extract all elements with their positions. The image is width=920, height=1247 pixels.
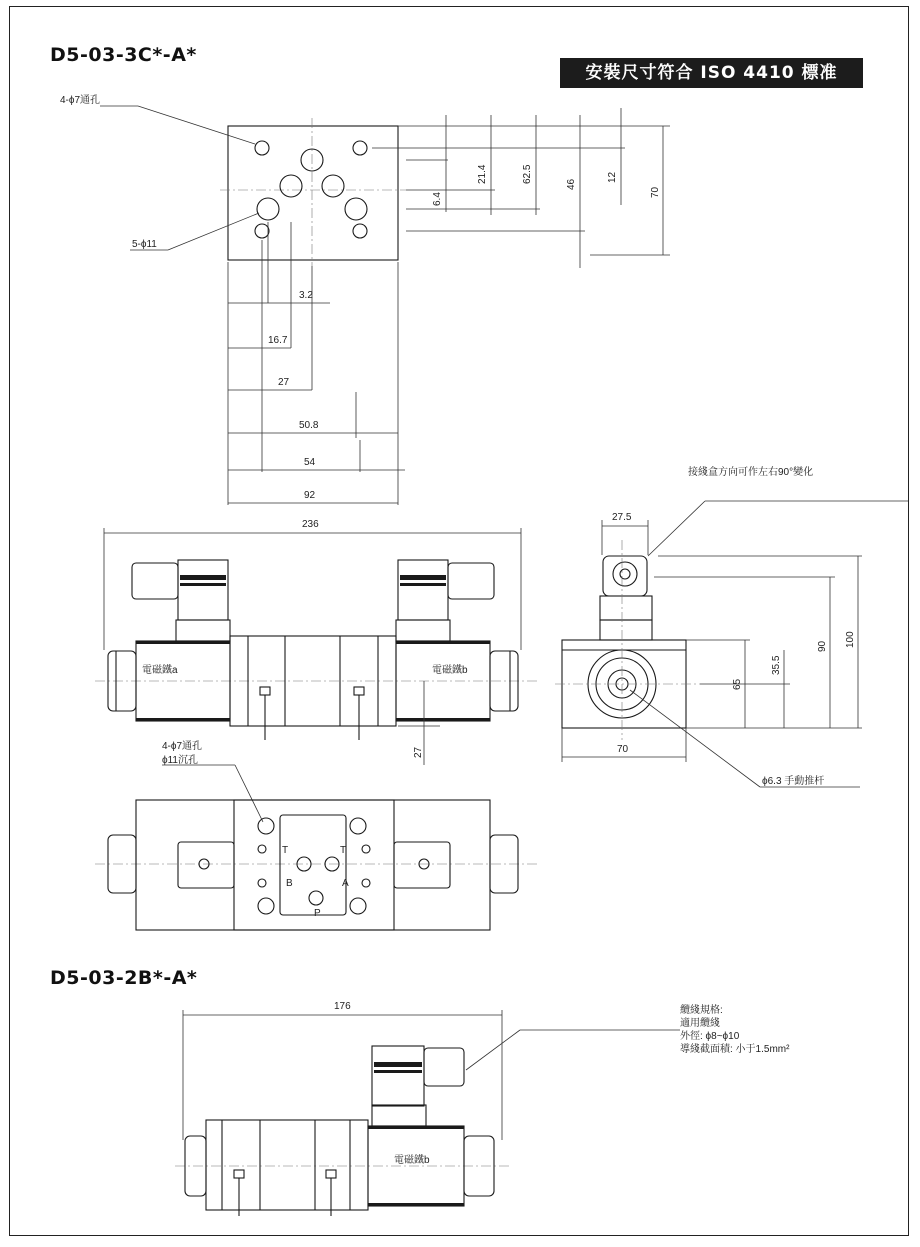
dim-65: 65 <box>732 678 743 690</box>
through-hole <box>255 141 269 155</box>
port-mark <box>258 879 266 887</box>
solenoid-cover-a <box>178 842 234 888</box>
cable-spec-line-2: 適用纜綫 <box>680 1018 720 1029</box>
cable-gland-a <box>132 563 178 599</box>
side-view <box>555 465 908 787</box>
connector-stripe <box>400 575 446 580</box>
solenoid-a-label: 電磁鐵a <box>142 665 178 676</box>
cable-spec-line-1: 纜綫規格: <box>680 1005 723 1016</box>
port-mark <box>362 879 370 887</box>
through-hole <box>353 224 367 238</box>
connector-a <box>178 560 228 620</box>
connector-b <box>398 560 448 620</box>
dim-27: 27 <box>278 377 290 388</box>
dim-16-7: 16.7 <box>268 335 288 346</box>
connector-neck <box>600 620 652 640</box>
dim-54: 54 <box>304 457 316 468</box>
leader-line <box>168 213 259 250</box>
dim-46: 46 <box>566 178 577 190</box>
ports-label: 5-ϕ11 <box>132 239 157 250</box>
through-hole <box>353 141 367 155</box>
leader-line <box>235 765 263 822</box>
bottom-outline <box>136 800 490 930</box>
cable-spec-line-3: 外徑: ϕ8~ϕ10 <box>680 1031 740 1042</box>
connector-neck-a <box>176 620 230 641</box>
connector-stripe <box>374 1070 422 1073</box>
port-t2 <box>345 198 367 220</box>
connector-neck-b <box>396 620 450 641</box>
leader-line <box>138 106 255 144</box>
dim-50-8: 50.8 <box>299 420 319 431</box>
bolt-head <box>326 1170 336 1178</box>
leader-line <box>466 1030 520 1070</box>
connector <box>372 1046 424 1106</box>
connector-neck <box>372 1105 426 1126</box>
dim-21-4: 21.4 <box>477 164 488 184</box>
dim-62-5: 62.5 <box>522 164 533 184</box>
holes-note-1: 4-ϕ7通孔 <box>162 741 203 752</box>
model-title-2b: D5-03-2B*-A* <box>50 967 198 989</box>
dim-176: 176 <box>334 1001 351 1012</box>
connector-rotation-note: 接綫盒方向可作左右90°變化 <box>688 467 814 478</box>
port-recess <box>280 815 346 915</box>
port-label-b: B <box>286 878 293 889</box>
port-label-t-left: T <box>282 845 289 856</box>
model-title-3c: D5-03-3C*-A* <box>50 44 197 66</box>
connector-stripe <box>180 583 226 586</box>
cable-gland <box>424 1048 464 1086</box>
valve-body <box>206 1120 368 1210</box>
solenoid-b-label-2: 電磁鐵b <box>394 1155 430 1166</box>
port-a <box>322 175 344 197</box>
dim-92: 92 <box>304 490 316 501</box>
dim-3-2: 3.2 <box>299 290 313 301</box>
port-label-p: P <box>314 908 321 919</box>
through-hole <box>255 224 269 238</box>
mount-hole <box>258 818 274 834</box>
connector-stripe <box>400 583 446 586</box>
cable-spec-line-4: 導綫截面積: 小于1.5mm² <box>680 1044 790 1055</box>
dim-70-width: 70 <box>617 744 629 755</box>
through-holes-label: 4-ϕ7通孔 <box>60 95 101 106</box>
leader-line <box>630 690 760 787</box>
solenoid-band <box>136 718 230 721</box>
holes-note-2: ϕ11沉孔 <box>162 755 198 766</box>
mounting-face-outline <box>228 126 398 260</box>
solenoid-b-label: 電磁鐵b <box>432 665 468 676</box>
dim-70: 70 <box>650 186 661 198</box>
connector-block <box>600 596 652 620</box>
dim-100: 100 <box>845 631 856 648</box>
port-label-a: A <box>342 878 349 889</box>
iso-banner: 安裝尺寸符合 ISO 4410 標准 <box>560 58 863 88</box>
dim-27-height: 27 <box>413 746 424 758</box>
connector-stripe <box>180 575 226 580</box>
bolt-head <box>354 687 364 695</box>
dim-6-4: 6.4 <box>432 192 443 206</box>
port-mark <box>258 845 266 853</box>
port-t1 <box>257 198 279 220</box>
port-mark <box>309 891 323 905</box>
dim-35-5: 35.5 <box>771 655 782 675</box>
front-view-3c <box>95 519 540 765</box>
dim-12: 12 <box>607 171 618 183</box>
dim-236: 236 <box>302 519 319 530</box>
bolt-head <box>234 1170 244 1178</box>
connector-screw <box>620 569 630 579</box>
mount-hole <box>350 898 366 914</box>
port-label-t-right: T <box>340 845 347 856</box>
connector-stripe <box>374 1062 422 1067</box>
two-position-view <box>175 1001 790 1216</box>
mounting-pattern-view <box>60 93 670 505</box>
solenoid-cover-b <box>394 842 450 888</box>
solenoid-band <box>368 1203 464 1206</box>
leader-line <box>648 501 705 556</box>
manual-pin-label: ϕ6.3 手動推杆 <box>762 776 825 787</box>
connector-cap <box>613 562 637 586</box>
mount-hole <box>350 818 366 834</box>
bolt-head <box>260 687 270 695</box>
dim-27-5: 27.5 <box>612 512 632 523</box>
port-mark <box>362 845 370 853</box>
dim-90: 90 <box>817 640 828 652</box>
bottom-view <box>95 739 540 930</box>
cable-gland-b <box>448 563 494 599</box>
solenoid-band <box>396 718 490 721</box>
port-b <box>280 175 302 197</box>
mount-hole <box>258 898 274 914</box>
